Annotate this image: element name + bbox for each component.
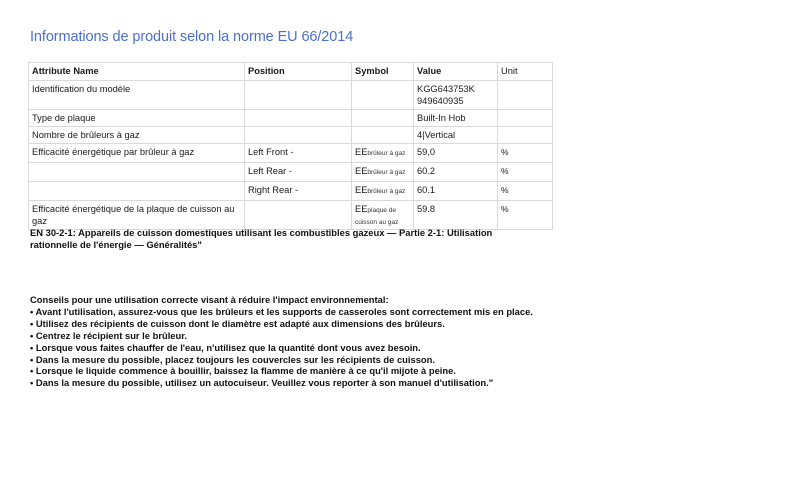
cell-symbol	[352, 182, 414, 201]
advice-item: • Dans la mesure du possible, placez toujours les couvercles sur les récipients de cuisson.	[30, 353, 435, 365]
advice-heading: Conseils pour une utilisation correcte visant à réduire l'impact environnemental:	[30, 294, 389, 305]
environmental-advice	[30, 294, 555, 389]
cell-symbol	[352, 163, 414, 182]
cell-position	[245, 201, 352, 230]
cell-unit	[498, 81, 553, 110]
cell-position: Right Rear -	[245, 182, 352, 201]
table-row	[29, 201, 553, 230]
cell-attribute	[29, 182, 245, 201]
table-row	[29, 182, 553, 201]
cell-value: 60.1	[414, 182, 498, 201]
table-row	[29, 163, 553, 182]
advice-item: • Lorsque vous faites chauffer de l'eau, n'utilisez que la quantité dont vous avez besoin.	[30, 341, 421, 353]
cell-symbol	[352, 81, 414, 110]
cell-position	[245, 110, 352, 127]
cell-unit	[498, 110, 553, 127]
cell-value: 59,0	[414, 144, 498, 163]
advice-item: • Centrez le récipient sur le brûleur.	[30, 329, 187, 341]
table-row	[29, 144, 553, 163]
cell-value: Built-In Hob	[414, 110, 498, 127]
cell-position	[245, 81, 352, 110]
product-number: 949640935	[417, 96, 464, 106]
cell-position: Left Rear -	[245, 163, 352, 182]
table-row	[29, 81, 553, 110]
symbol-subscript: plaque de cuisson au gaz	[355, 207, 399, 226]
header-unit: Unit	[498, 63, 553, 81]
symbol-main: EE	[355, 166, 368, 176]
product-info-table	[28, 62, 553, 230]
symbol-subscript: brûleur à gaz	[367, 169, 406, 176]
advice-item: • Utilisez des récipients de cuisson dont le diamètre est adapté aux dimensions des brûleurs.	[30, 317, 445, 329]
cell-value	[414, 81, 498, 110]
advice-item: • Dans la mesure du possible, utilisez un autocuiseur. Veuillez vous reporter à son manuel d'utilisation."	[30, 377, 494, 389]
cell-unit: %	[498, 163, 553, 182]
symbol-main: EE	[355, 185, 368, 195]
cell-value: 60.2	[414, 163, 498, 182]
symbol-main: EE	[355, 147, 368, 157]
page-title: Informations de produit selon la norme EU 66/2014	[30, 29, 354, 45]
header-attribute-name: Attribute Name	[29, 63, 245, 81]
cell-attribute: Type de plaque	[29, 110, 245, 127]
cell-position	[245, 127, 352, 144]
cell-attribute: Nombre de brûleurs à gaz	[29, 127, 245, 144]
cell-attribute	[29, 163, 245, 182]
symbol-main: EE	[355, 204, 368, 214]
cell-unit: %	[498, 144, 553, 163]
cell-unit: %	[498, 201, 553, 230]
table-row	[29, 110, 553, 127]
model-id: KGG643753K	[417, 84, 475, 94]
cell-attribute: Efficacité énergétique de la plaque de cuisson au gaz	[29, 201, 245, 230]
header-position: Position	[245, 63, 352, 81]
table-header-row	[29, 63, 553, 81]
table-row	[29, 127, 553, 144]
cell-attribute: Efficacité énergétique par brûleur à gaz	[29, 144, 245, 163]
norm-reference: EN 30-2-1: Appareils de cuisson domestiques utilisant les combustibles gazeux — Partie 2-1: Utilisation rationnelle de l'énergie — Généralités"	[30, 227, 493, 250]
symbol-subscript: brûleur à gaz	[367, 188, 406, 195]
cell-symbol	[352, 144, 414, 163]
advice-item: • Avant l'utilisation, assurez-vous que les brûleurs et les supports de casseroles sont correctement mis en place.	[30, 305, 533, 317]
cell-position: Left Front -	[245, 144, 352, 163]
header-value: Value	[414, 63, 498, 81]
cell-value: 59.8	[414, 201, 498, 230]
header-symbol: Symbol	[352, 63, 414, 81]
cell-symbol	[352, 201, 414, 230]
cell-unit: %	[498, 182, 553, 201]
advice-item: • Lorsque le liquide commence à bouillir, baissez la flamme de manière à ce qu'il mijote à peine.	[30, 365, 456, 377]
cell-value: 4|Vertical	[414, 127, 498, 144]
cell-symbol	[352, 127, 414, 144]
cell-unit	[498, 127, 553, 144]
cell-attribute: Identification du modèle	[29, 81, 245, 110]
cell-symbol	[352, 110, 414, 127]
symbol-subscript: brûleur à gaz	[367, 150, 406, 157]
